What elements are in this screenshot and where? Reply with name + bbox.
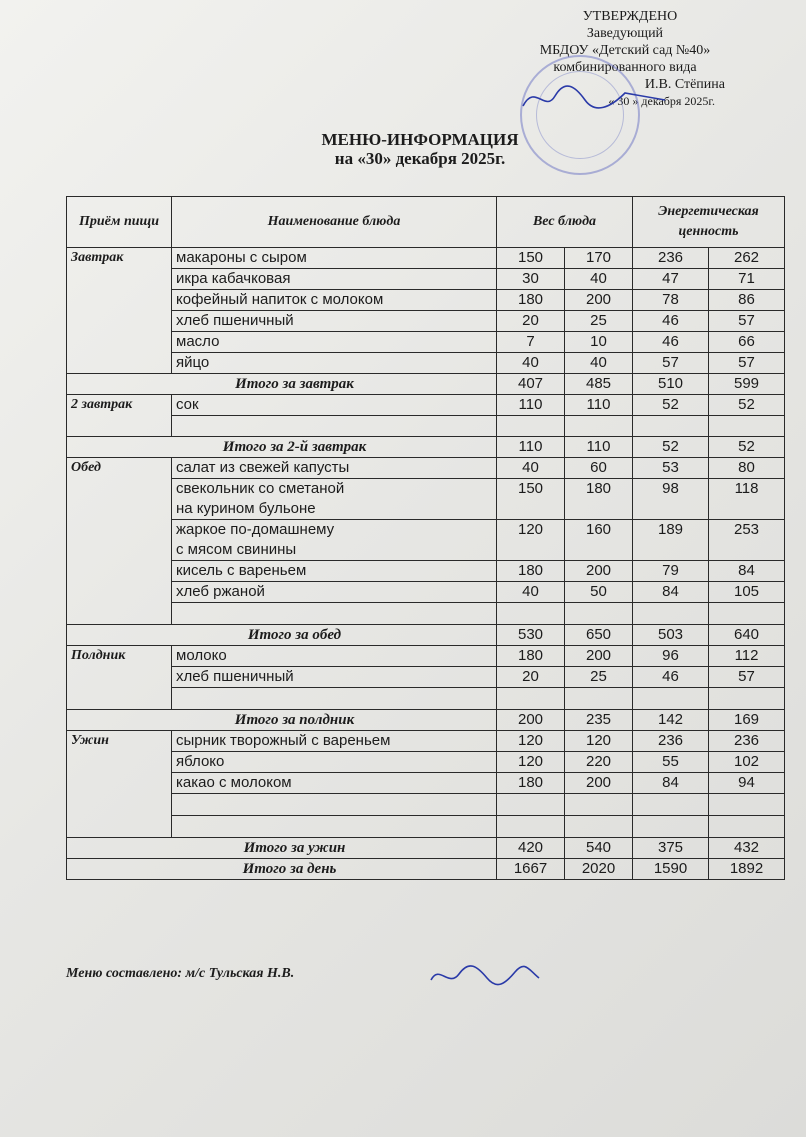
total-weight-1: 200: [497, 710, 565, 731]
empty-cell: [709, 816, 785, 838]
weight-1: 40: [497, 458, 565, 479]
energy-1: 84: [633, 773, 709, 794]
weight-1: 120: [497, 520, 565, 561]
dish-cell: молоко: [172, 646, 497, 667]
total-energy-1: 375: [633, 838, 709, 859]
total-row-breakfast-2: [67, 437, 785, 458]
header-energy: Энергетическая ценность: [633, 197, 785, 248]
energy-2: 86: [709, 290, 785, 311]
weight-1: 120: [497, 752, 565, 773]
energy-1: 98: [633, 479, 709, 520]
total-weight-2: 485: [565, 374, 633, 395]
empty-cell: [565, 416, 633, 437]
meal-lunch: Обед: [67, 458, 172, 625]
meal-snack: Полдник: [67, 646, 172, 710]
energy-1: 46: [633, 311, 709, 332]
table-row: [67, 561, 785, 582]
empty-cell: [709, 416, 785, 437]
dish-cell: хлеб пшеничный: [172, 667, 497, 688]
weight-1: 150: [497, 479, 565, 520]
table-row: [67, 458, 785, 479]
energy-2: 253: [709, 520, 785, 561]
table-row: [67, 520, 785, 561]
total-row-dinner: [67, 838, 785, 859]
table-row: [67, 290, 785, 311]
table-row: [67, 667, 785, 688]
weight-1: 7: [497, 332, 565, 353]
director-signature: [515, 78, 675, 118]
weight-2: 110: [565, 395, 633, 416]
table-row: [67, 395, 785, 416]
empty-row: [67, 794, 785, 816]
total-label: Итого за полдник: [67, 710, 497, 731]
table-row: [67, 332, 785, 353]
weight-1: 180: [497, 773, 565, 794]
approval-heading: УТВЕРЖДЕНО: [582, 9, 678, 24]
dish-cell: [172, 479, 497, 520]
weight-1: 30: [497, 269, 565, 290]
empty-cell: [497, 816, 565, 838]
empty-cell: [633, 416, 709, 437]
day-total-weight-1: 1667: [497, 859, 565, 880]
weight-1: 180: [497, 646, 565, 667]
weight-2: 10: [565, 332, 633, 353]
energy-1: 79: [633, 561, 709, 582]
total-weight-1: 420: [497, 838, 565, 859]
total-energy-2: 169: [709, 710, 785, 731]
empty-cell: [172, 603, 497, 625]
dish-cell: кисель с вареньем: [172, 561, 497, 582]
total-label: Итого за обед: [67, 625, 497, 646]
weight-2: 200: [565, 646, 633, 667]
table-row: [67, 479, 785, 520]
compiler-signature: [425, 958, 545, 992]
weight-1: 40: [497, 582, 565, 603]
energy-2: 57: [709, 311, 785, 332]
energy-2: 102: [709, 752, 785, 773]
dish-cell: салат из свежей капусты: [172, 458, 497, 479]
dish-cell: макароны с сыром: [172, 248, 497, 269]
empty-cell: [633, 794, 709, 816]
weight-2: 120: [565, 731, 633, 752]
empty-cell: [497, 794, 565, 816]
weight-1: 180: [497, 290, 565, 311]
day-total-label: Итого за день: [67, 859, 497, 880]
weight-2: 25: [565, 311, 633, 332]
energy-1: 55: [633, 752, 709, 773]
empty-cell: [709, 603, 785, 625]
energy-2: 57: [709, 353, 785, 374]
table-row: [67, 311, 785, 332]
dish-cell: какао с молоком: [172, 773, 497, 794]
energy-1: 236: [633, 731, 709, 752]
total-weight-2: 540: [565, 838, 633, 859]
energy-1: 53: [633, 458, 709, 479]
meal-dinner: Ужин: [67, 731, 172, 838]
weight-1: 150: [497, 248, 565, 269]
empty-cell: [172, 794, 497, 816]
total-energy-1: 503: [633, 625, 709, 646]
total-weight-1: 407: [497, 374, 565, 395]
dish-line: жаркое по-домашнему: [176, 521, 335, 538]
meal-breakfast: Завтрак: [67, 248, 172, 374]
total-row-lunch: [67, 625, 785, 646]
table-row: [67, 773, 785, 794]
table-row: [67, 353, 785, 374]
energy-1: 84: [633, 582, 709, 603]
dish-cell: масло: [172, 332, 497, 353]
approval-organization: МБДОУ «Детский сад №40»: [539, 43, 711, 58]
energy-1: 47: [633, 269, 709, 290]
energy-2: 118: [709, 479, 785, 520]
table-row: [67, 752, 785, 773]
approval-org-type: комбинированного вида: [553, 60, 697, 75]
header-meal: Приём пищи: [67, 197, 172, 248]
header-row: [67, 197, 785, 248]
weight-2: 50: [565, 582, 633, 603]
weight-1: 120: [497, 731, 565, 752]
energy-2: 80: [709, 458, 785, 479]
dish-cell: [172, 520, 497, 561]
total-weight-2: 650: [565, 625, 633, 646]
total-energy-2: 640: [709, 625, 785, 646]
dish-cell: хлеб пшеничный: [172, 311, 497, 332]
total-weight-1: 530: [497, 625, 565, 646]
empty-cell: [172, 416, 497, 437]
title-date: на «30» декабря 2025г.: [334, 149, 506, 168]
empty-cell: [172, 688, 497, 710]
energy-2: 71: [709, 269, 785, 290]
weight-1: 20: [497, 667, 565, 688]
title-main: МЕНЮ-ИНФОРМАЦИЯ: [321, 130, 519, 149]
total-weight-1: 110: [497, 437, 565, 458]
empty-cell: [633, 603, 709, 625]
empty-cell: [709, 794, 785, 816]
empty-row: [67, 688, 785, 710]
total-label: Итого за ужин: [67, 838, 497, 859]
energy-1: 46: [633, 332, 709, 353]
meal-breakfast-2: 2 завтрак: [67, 395, 172, 437]
weight-2: 220: [565, 752, 633, 773]
weight-2: 170: [565, 248, 633, 269]
total-row-snack: [67, 710, 785, 731]
energy-1: 96: [633, 646, 709, 667]
empty-cell: [497, 603, 565, 625]
energy-1: 236: [633, 248, 709, 269]
weight-2: 40: [565, 353, 633, 374]
header-dish: Наименование блюда: [172, 197, 497, 248]
total-label: Итого за завтрак: [67, 374, 497, 395]
total-energy-1: 142: [633, 710, 709, 731]
weight-2: 200: [565, 290, 633, 311]
dish-cell: яблоко: [172, 752, 497, 773]
empty-cell: [565, 688, 633, 710]
weight-2: 160: [565, 520, 633, 561]
dish-line-2: с мясом свинины: [176, 541, 297, 558]
total-weight-2: 235: [565, 710, 633, 731]
empty-cell: [565, 603, 633, 625]
weight-2: 60: [565, 458, 633, 479]
energy-1: 46: [633, 667, 709, 688]
energy-2: 52: [709, 395, 785, 416]
table-row: [67, 646, 785, 667]
day-total-energy-2: 1892: [709, 859, 785, 880]
dish-cell: сырник творожный с вареньем: [172, 731, 497, 752]
total-label: Итого за 2-й завтрак: [67, 437, 497, 458]
empty-cell: [565, 816, 633, 838]
empty-cell: [633, 816, 709, 838]
dish-cell: кофейный напиток с молоком: [172, 290, 497, 311]
total-energy-2: 599: [709, 374, 785, 395]
approval-signer: И.В. Стёпина: [644, 77, 725, 92]
empty-cell: [497, 688, 565, 710]
energy-2: 66: [709, 332, 785, 353]
dish-cell: хлеб ржаной: [172, 582, 497, 603]
empty-cell: [709, 688, 785, 710]
menu-table: [66, 196, 785, 880]
empty-cell: [172, 816, 497, 838]
day-total-energy-1: 1590: [633, 859, 709, 880]
total-weight-2: 110: [565, 437, 633, 458]
total-energy-1: 52: [633, 437, 709, 458]
table-row: [67, 582, 785, 603]
weight-2: 200: [565, 773, 633, 794]
energy-1: 189: [633, 520, 709, 561]
empty-cell: [565, 794, 633, 816]
empty-row: [67, 416, 785, 437]
total-energy-2: 52: [709, 437, 785, 458]
dish-cell: яйцо: [172, 353, 497, 374]
table-row: [67, 248, 785, 269]
empty-cell: [633, 688, 709, 710]
energy-2: 112: [709, 646, 785, 667]
weight-2: 40: [565, 269, 633, 290]
energy-2: 262: [709, 248, 785, 269]
energy-2: 105: [709, 582, 785, 603]
total-energy-1: 510: [633, 374, 709, 395]
weight-1: 180: [497, 561, 565, 582]
energy-2: 57: [709, 667, 785, 688]
dish-cell: икра кабачковая: [172, 269, 497, 290]
energy-2: 84: [709, 561, 785, 582]
approval-date: « 30 » декабря 2025г.: [608, 94, 715, 108]
weight-1: 20: [497, 311, 565, 332]
weight-1: 40: [497, 353, 565, 374]
energy-2: 236: [709, 731, 785, 752]
day-total-weight-2: 2020: [565, 859, 633, 880]
total-row-day: [67, 859, 785, 880]
header-weight: Вес блюда: [497, 197, 633, 248]
table-row: [67, 269, 785, 290]
compiled-by: Меню составлено: м/с Тульская Н.В.: [66, 966, 295, 981]
dish-line: свекольник со сметаной: [176, 480, 345, 497]
weight-2: 25: [565, 667, 633, 688]
energy-1: 52: [633, 395, 709, 416]
weight-1: 110: [497, 395, 565, 416]
empty-cell: [497, 416, 565, 437]
dish-cell: сок: [172, 395, 497, 416]
total-energy-2: 432: [709, 838, 785, 859]
table-row: [67, 731, 785, 752]
approval-position: Заведующий: [586, 26, 664, 41]
energy-1: 57: [633, 353, 709, 374]
weight-2: 180: [565, 479, 633, 520]
total-row-breakfast: [67, 374, 785, 395]
weight-2: 200: [565, 561, 633, 582]
dish-line-2: на курином бульоне: [176, 500, 316, 517]
empty-row: [67, 603, 785, 625]
empty-row: [67, 816, 785, 838]
energy-2: 94: [709, 773, 785, 794]
energy-1: 78: [633, 290, 709, 311]
document-title: [300, 130, 540, 168]
